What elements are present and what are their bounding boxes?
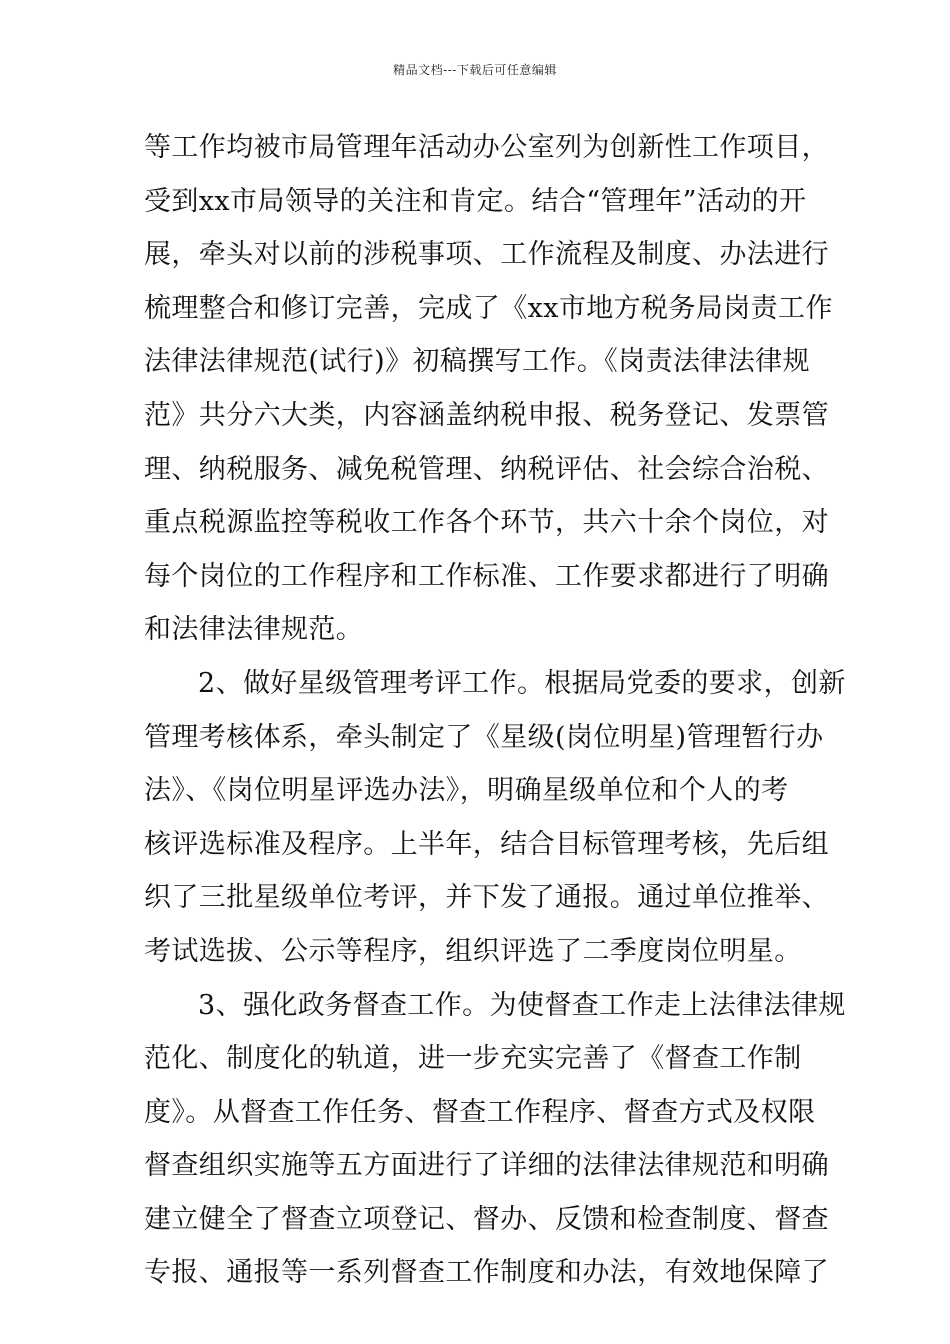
text-line: 等工作均被市局管理年活动办公室列为创新性工作项目，	[144, 132, 829, 163]
text-line: 每个岗位的工作程序和工作标准、工作要求都进行了明确	[144, 560, 829, 592]
text-line: 法》、《岗位明星评选办法》，明确星级单位和个人的考	[144, 775, 789, 807]
text-line: 展，牵头对以前的涉税事项、工作流程及制度、办法进行	[144, 239, 829, 271]
text-line: 织了三批星级单位考评，并下发了通报。通过单位推举、	[144, 882, 829, 914]
text-line: 受到xx市局领导的关注和肯定。结合“管理年”活动的开	[144, 185, 807, 217]
text-line: 重点税源监控等税收工作各个环节，共六十余个岗位，对	[144, 507, 829, 539]
text-line: 核评选标准及程序。上半年，结合目标管理考核，先后组	[144, 828, 829, 860]
text-line: 建立健全了督查立项登记、督办、反馈和检查制度、督查	[144, 1203, 829, 1235]
text-line: 和法律法律规范。	[144, 614, 364, 646]
text-line: 法律法律规范(试行)》初稿撰写工作。《岗责法律法律规	[144, 346, 810, 378]
text-line: 管理考核体系，牵头制定了《星级(岗位明星)管理暂行办	[144, 721, 824, 753]
text-line: 专报、通报等一系列督查工作制度和办法，有效地保障了	[144, 1257, 829, 1289]
text-line: 理、纳税服务、减免税管理、纳税评估、社会综合治税、	[144, 453, 829, 485]
text-line: 范》共分六大类，内容涵盖纳税申报、税务登记、发票管	[144, 399, 829, 431]
text-line: 梳理整合和修订完善，完成了《xx市地方税务局岗责工作	[144, 292, 833, 324]
paragraph-start-line: 2、做好星级管理考评工作。根据局党委的要求，创新	[198, 667, 846, 699]
text-line: 督查组织实施等五方面进行了详细的法律法律规范和明确	[144, 1150, 829, 1182]
text-line: 度》。从督查工作任务、督查工作程序、督查方式及权限	[144, 1096, 816, 1128]
page-header: 精品文档---下载后可任意编辑	[393, 63, 557, 77]
text-line: 考试选拔、公示等程序，组织评选了二季度岗位明星。	[144, 935, 802, 967]
document-body	[144, 121, 846, 1300]
text-line: 范化、制度化的轨道，进一步充实完善了《督查工作制	[144, 1043, 802, 1075]
paragraph-start-line: 3、强化政务督查工作。为使督查工作走上法律法律规	[198, 989, 846, 1021]
